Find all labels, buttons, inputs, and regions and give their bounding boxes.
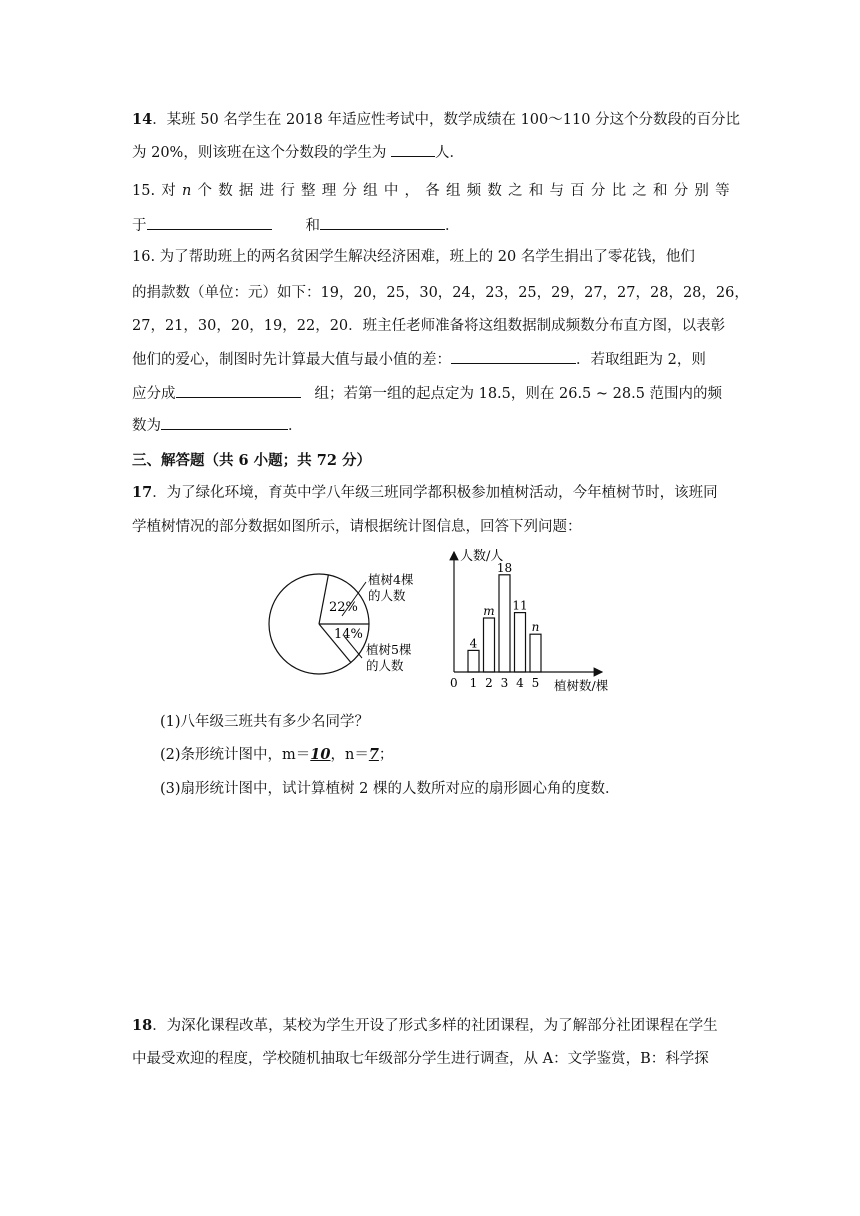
q16-text-6a: 数为	[132, 418, 161, 434]
q16-text-2: 的捐款数（单位：元）如下：19，20，25，30，24，23，25，29，27，27，28，28，26，	[132, 285, 749, 301]
q16-text-5a: 应分成	[132, 386, 176, 402]
q17-number: 17	[132, 484, 153, 501]
q15-char: ，	[404, 183, 420, 199]
bar-y-axis-label: 人数/人	[460, 549, 504, 564]
bar-3	[499, 575, 510, 672]
q15-char: 组	[445, 183, 461, 199]
q14-number: 14	[132, 111, 153, 128]
q15-char: 组	[363, 183, 378, 199]
q15-line-2	[132, 214, 460, 236]
q16-text-6b: ．	[288, 418, 303, 434]
q15-char: 比	[611, 183, 627, 199]
q15-blank-2[interactable]	[320, 214, 445, 230]
q16-text-4a: 他们的爱心，制图时先计算最大值与最小值的差：	[132, 352, 451, 368]
bar-origin-label: 0	[450, 676, 458, 690]
q14-answer-blank[interactable]	[391, 141, 435, 157]
q18-line-1	[132, 1016, 718, 1036]
q15-char: 分	[590, 183, 606, 199]
q17-sub-2	[160, 745, 393, 765]
q18-text-1: ．为深化课程改革，某校为学生开设了形式多样的社团课程，为了解部分社团课程在学生	[152, 1018, 718, 1034]
q15-char: 整	[301, 183, 316, 199]
q15-char: 和	[652, 183, 668, 199]
bar-4	[515, 613, 526, 672]
q16-line-2	[132, 283, 749, 303]
bar-2	[484, 618, 495, 672]
q16-text-3: 27，21，30，20，19，22，20．班主任老师准备将这组数据制成频数分布直方图，以表彰	[132, 318, 726, 334]
q18-number: 18	[132, 1017, 153, 1034]
q15-char: 15.	[132, 183, 156, 199]
q17-answer-n: 7	[368, 746, 379, 763]
q15-char: 数	[487, 183, 502, 199]
section-3-title: 三、解答题（共 6 小题；共 72 分）	[132, 452, 371, 469]
q15-char: 与	[549, 183, 564, 199]
bar-tick-label-1: 1	[469, 676, 478, 690]
q17-sub-3: (3)扇形统计图中，试计算植树 2 棵的人数所对应的扇形圆心角的度数．	[160, 781, 620, 797]
q16-text-1: 16. 为了帮助班上的两名贫困学生解决经济困难，班上的 20 名学生捐出了零花钱，他们	[132, 249, 695, 265]
q16-blank-range[interactable]	[451, 348, 576, 364]
bar-tick-label-4: 4	[516, 676, 524, 690]
q15-char: 进	[259, 183, 275, 199]
pie-callout-5-line1: 植树5棵	[366, 642, 412, 657]
q16-line-5	[132, 382, 722, 404]
q14-line-2	[132, 141, 464, 163]
pie-chart	[266, 560, 426, 690]
q15-char: 中	[383, 183, 399, 199]
q15-char: 频	[466, 183, 482, 199]
q15-char: 别	[694, 183, 709, 199]
pie-callout-4-line1: 植树4棵	[368, 572, 414, 587]
q15-blank-1[interactable]	[147, 214, 272, 230]
q17-line-2	[132, 517, 582, 537]
q14-line-1	[132, 110, 740, 130]
q17-line-1	[132, 483, 718, 503]
q17-answer-m: 10	[310, 746, 331, 763]
q15-char: 分	[673, 183, 689, 199]
q15-char: 据	[238, 183, 254, 199]
q15-char: 百	[570, 183, 585, 199]
pie-callout-4-line2: 的人数	[368, 588, 406, 603]
q15-char: 等	[715, 183, 730, 199]
q17-sub-2b: ，n＝	[330, 747, 369, 763]
q15-text-2b: 和	[305, 218, 320, 234]
q16-blank-groups[interactable]	[176, 382, 301, 398]
q15-text-2a: 于	[132, 218, 147, 234]
bar-value-label-3: 18	[496, 560, 513, 575]
bar-tick-label-5: 5	[531, 676, 540, 690]
bar-value-label-2: m	[483, 604, 495, 618]
q14-text-2a: 为 20%，则该班在这个分数段的学生为	[132, 145, 391, 161]
bar-tick-label-2: 2	[485, 676, 493, 690]
q14-text-2b: 人．	[434, 145, 464, 161]
q16-line-3	[132, 316, 725, 336]
bar-x-axis-label: 植树数/棵	[554, 678, 609, 693]
q15-text-2c: ．	[445, 218, 460, 234]
q17-sub-1: (1)八年级三班共有多少名同学？	[160, 714, 370, 730]
bar-1	[468, 650, 479, 672]
q18-line-2	[132, 1049, 709, 1069]
q16-line-6	[132, 414, 303, 436]
bar-value-label-1: 4	[469, 636, 478, 651]
bar-chart	[440, 544, 630, 694]
q16-text-4b: ．若取组距为 2，则	[576, 352, 706, 368]
pie-radius-top	[319, 575, 328, 624]
pie-slice-label-4: 22%	[329, 600, 358, 615]
q15-char: 和	[528, 183, 544, 199]
q16-line-1	[132, 247, 695, 267]
q15-char: 数	[218, 183, 233, 199]
q15-char: 对	[161, 183, 176, 199]
q16-line-4	[132, 348, 706, 370]
q15-char: 之	[508, 183, 523, 199]
q17-sub-2a: (2)条形统计图中，m＝	[160, 747, 311, 763]
q16-text-5b: 组；若第一组的起点定为 18.5，则在 26.5 ~ 28.5 范围内的频	[314, 386, 723, 402]
pie-callout-5-line2: 的人数	[366, 658, 404, 673]
bar-value-label-5: n	[531, 620, 540, 635]
pie-slice-label-5: 14%	[334, 627, 363, 642]
q17-text-2: 学植树情况的部分数据如图所示，请根据统计图信息，回答下列问题：	[132, 519, 582, 535]
q15-char: 各	[425, 183, 440, 199]
bar-5	[530, 634, 541, 672]
bar-tick-label-3: 3	[500, 676, 509, 690]
q17-sub-2c: ；	[378, 747, 394, 763]
q15-char: 之	[632, 183, 647, 199]
q17-text-1: ．为了绿化环境，育英中学八年级三班同学都积极参加植树活动，今年植树节时，该班同	[152, 485, 718, 501]
q15-char: 分	[342, 183, 357, 199]
q15-char: 行	[280, 183, 295, 199]
q15-char: n	[181, 183, 192, 199]
q16-blank-frequency[interactable]	[161, 414, 288, 430]
bar-value-label-4: 11	[512, 598, 528, 613]
q15-line-1	[132, 181, 730, 201]
q14-text-1: ．某班 50 名学生在 2018 年适应性考试中，数学成绩在 100～110 分这个分数段的百分比	[152, 112, 741, 128]
q15-char: 个	[197, 183, 213, 199]
q15-char: 理	[321, 183, 337, 199]
q18-text-2: 中最受欢迎的程度，学校随机抽取七年级部分学生进行调查，从 A：文学鉴赏，B：科学探	[132, 1051, 709, 1067]
